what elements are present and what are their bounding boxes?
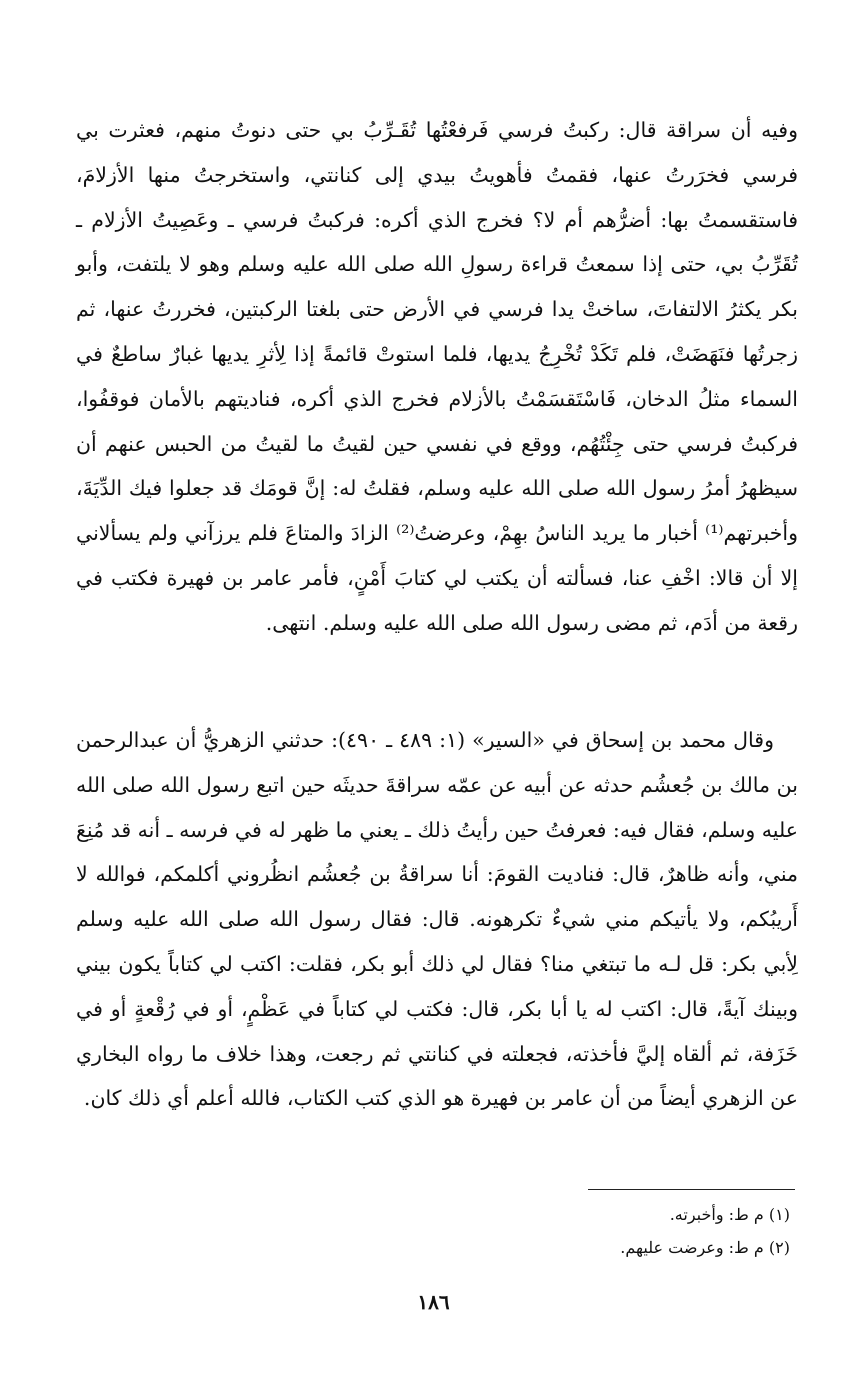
footnotes [400,1198,790,1264]
paragraph-text: وقال محمد بن إسحاق في «السير» (١: ٤٨٩ ـ ٤٩٠): حدثني الزهريُّ أن عبدالرحمن بن مالك بن جُعشُم حدثه عن أبيه عن عمّه سراقةَ حديثَه حين اتبع رسول الله صلى الله عليه وسلم، فقال فيه: فعرفتُ حين رأيتُ ذلك ـ يعني ما ظهر له في فرسه ـ أنه قد مُنِعَ مني، وأنه ظاهرٌ، قال: فناديت القومَ: أنا سراقةُ بن جُعشُم انظُروني أكلمكم، فوالله لا أَريبُكم، ولا يأتيكم مني شيءٌ تكرهونه. قال: فقال رسول الله صلى الله عليه وسلم لِأبي بكر: قل لـه ما تبتغي منا؟ فقال لي ذلك أبو بكر، فقلت: اكتب لي كتاباً يكون بيني وبينك آيةً، قال: اكتب له يا أبا بكر، قال: فكتب لي كتاباً في عَظْمٍ، أو في رُقْعةٍ أو في خَزَفة، ثم ألقاه إليَّ فأخذته، فجعلته في كنانتي ثم رجعت، وهذا خلاف ما رواه البخاري عن الزهري أيضاً من أن عامر بن فهيرة هو الذي كتب الكتاب، فالله أعلم أي ذلك كان. [76,728,798,1111]
footnote-2: (٢) م ط: وعرضت عليهم. [620,1238,790,1257]
page-number: ١٨٦ [417,1290,450,1314]
footnote-divider [588,1189,795,1190]
paragraph-text: وفيه أن سراقة قال: ركبتُ فرسي فَرفعْتُها تُقَـرِّبُ بي حتى دنوتُ منهم، فعثرت بي فرسي فخرَرتُ عنها، فقمتُ فأهويتُ بيدي إلى كنانتي، واستخرجتُ منها الأزلامَ، فاستقسمتُ بها: أضرُّهم أم لا؟ فخرج الذي أكره: فركبتُ فرسي ـ وعَصِيتُ الأزلام ـ تُقَرِّبُ بي، حتى إذا سمعتُ قراءة رسولِ الله صلى الله عليه وسلم وهو لا يلتفت، وأبو بكر يكثرُ الالتفاتَ، ساختْ يدا فرسي في الأرض حتى بلغتا الركبتين، فخررتُ عنها، ثم زجرتُها فنَهَضَتْ، فلم تَكَدْ تُخْرِجُ يديها، فلما استوتْ قائمةً إذا لِأثرِ يديها غبارٌ ساطعٌ في السماء مثلُ الدخان، فَاسْتَقسَمْتُ بالأزلام فخرج الذي أكره، فناديتهم بالأمان فوقفُوا، فركبتُ فرسي حتى جِئْتُهُم، ووقع في نفسي حين لقيتُ ما لقيتُ من الحبس عنهم أن سيظهرُ أمرُ رسول الله صلى الله عليه وسلم، فقلتُ له: إنَّ قومَك قد جعلوا فيك الدِّيَةَ، وأخبرتهم⁽¹⁾ أخبار ما يريد الناسُ بهِمْ، وعرضتُ⁽²⁾ الزادَ والمتاعَ فلم يرزآني ولم يسألاني إلا أن قالا: اخْفِ عنا، فسألته أن يكتب لي كتابَ أَمْنٍ، فأمر عامر بن فهيرة فكتب في رقعة من أدَم، ثم مضى رسول الله صلى الله عليه وسلم. انتهى. [76,118,799,635]
footnote-1: (١) م ط: وأخبرته. [669,1205,790,1224]
body-paragraph-2 [76,718,798,1121]
body-paragraph-1 [76,108,798,646]
